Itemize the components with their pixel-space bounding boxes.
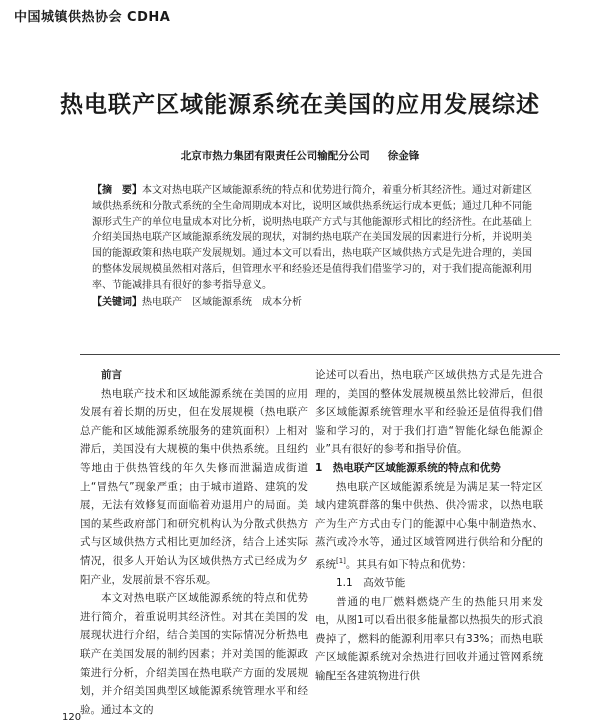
abstract-label: 【摘 要】 <box>92 185 142 196</box>
keywords-line <box>92 295 532 311</box>
citation-ref: [1] <box>336 556 346 565</box>
preface-heading: 前言 <box>101 369 122 381</box>
body-text: 。其具有如下特点和优势： <box>345 558 472 571</box>
abstract-text: 本文对热电联产区域能源系统的特点和优势进行简介，着重分析其经济性。通过对新建区域供热系统和分散式系统的全生命周期成本对比，说明区域供热系统运行成本更低；通过几种不同能源形式生产的单位电量成本对比分析，说明热电联产方式与其他能源形式相比的经济性。在此基础上介绍美国热电联产区域能源系统发展的现状，对制约热电联产在美国发展的因素进行分析，并说明美国的能源政策和热电联产发展规划。通过本文可以看出，热电联产区域供热方式是先进合理的，美国的整体发展规模虽然相对落后，但管理水平和经验还是值得我们借鉴学习的，对于我们提高能源利用率、节能减排具有很好的参考指导意义。 <box>92 185 532 291</box>
body-text: 热电联产区域能源系统是为满足某一特定区域内建筑群落的集中供热、供冷需求，以热电联产为生产方式由专门的能源中心集中制造热水、蒸汽或冷水等，通过区域管网进行供给和分配的系统 <box>315 480 543 571</box>
subsection-heading: 1.1 高效节能 <box>336 577 406 590</box>
article-title: 热电联产区域能源系统在美国的应用发展综述 <box>60 92 540 118</box>
abstract-block <box>92 183 532 310</box>
abstract-paragraph <box>92 183 532 294</box>
section-heading: 1 热电联产区域能源系统的特点和优势 <box>315 461 501 474</box>
body-paragraph <box>315 478 543 574</box>
body-paragraph: 论述可以看出，热电联产区域供热方式是先进合理的，美国的整体发展规模虽然比较滞后，但很多区域能源系统管理水平和经验还是值得我们借鉴和学习的，对于我们打造“智能化绿色能源企业”具有很好的参考和指导价值。 <box>315 369 543 456</box>
body-paragraph: 普通的电厂燃料燃烧产生的热能只用来发电，从图1可以看出很多能量都以热损失的形式浪费掉了，燃料的能源利用率只有33%；而热电联产区域能源系统对余热进行回收并通过管网系统输配至各建筑物进行供 <box>315 595 543 682</box>
author-line <box>0 148 600 163</box>
keywords-label: 【关键词】 <box>92 296 142 308</box>
body-column-right <box>315 366 543 686</box>
body-paragraph: 本文对热电联产区域能源系统的特点和优势进行简介，着重说明其经济性。对其在美国的发展现状进行介绍，结合美国的实际情况分析热电联产在美国发展的制约因素；并对美国的能源政策进行分析，介绍美国在热电联产方面的发展规划，并介绍美国典型区域能源系统管理水平和经验。通过本文的 <box>80 592 308 716</box>
section-divider <box>80 354 560 355</box>
journal-header: 中国城镇供热协会 CDHA <box>14 10 171 25</box>
author-name: 徐金锋 <box>387 150 420 162</box>
body-paragraph: 热电联产技术和区域能源系统在美国的应用发展有着长期的历史，但在发展规模（热电联产总产能和区域能源系统服务的建筑面积）上相对滞后，美国没有大规模的集中供热系统。且纽约等地由于供热管线的年久失修而泄漏造成街道上“冒热气”现象严重；由于城市道路、建筑的发展，无法有效修复而面临着劝退用户的局面。美国的某些政府部门和研究机构认为分散式供热方式与区域供热方式相比更加经济，结合上述实际情况，很多人开始认为区域供热方式已经成为夕阳产业，发展前景不容乐观。 <box>80 387 308 586</box>
keywords-text: 热电联产 区域能源系统 成本分析 <box>142 296 302 308</box>
page-number: 120 <box>62 712 82 723</box>
body-column-left <box>80 366 308 719</box>
author-organization: 北京市热力集团有限责任公司输配分公司 <box>180 150 370 162</box>
